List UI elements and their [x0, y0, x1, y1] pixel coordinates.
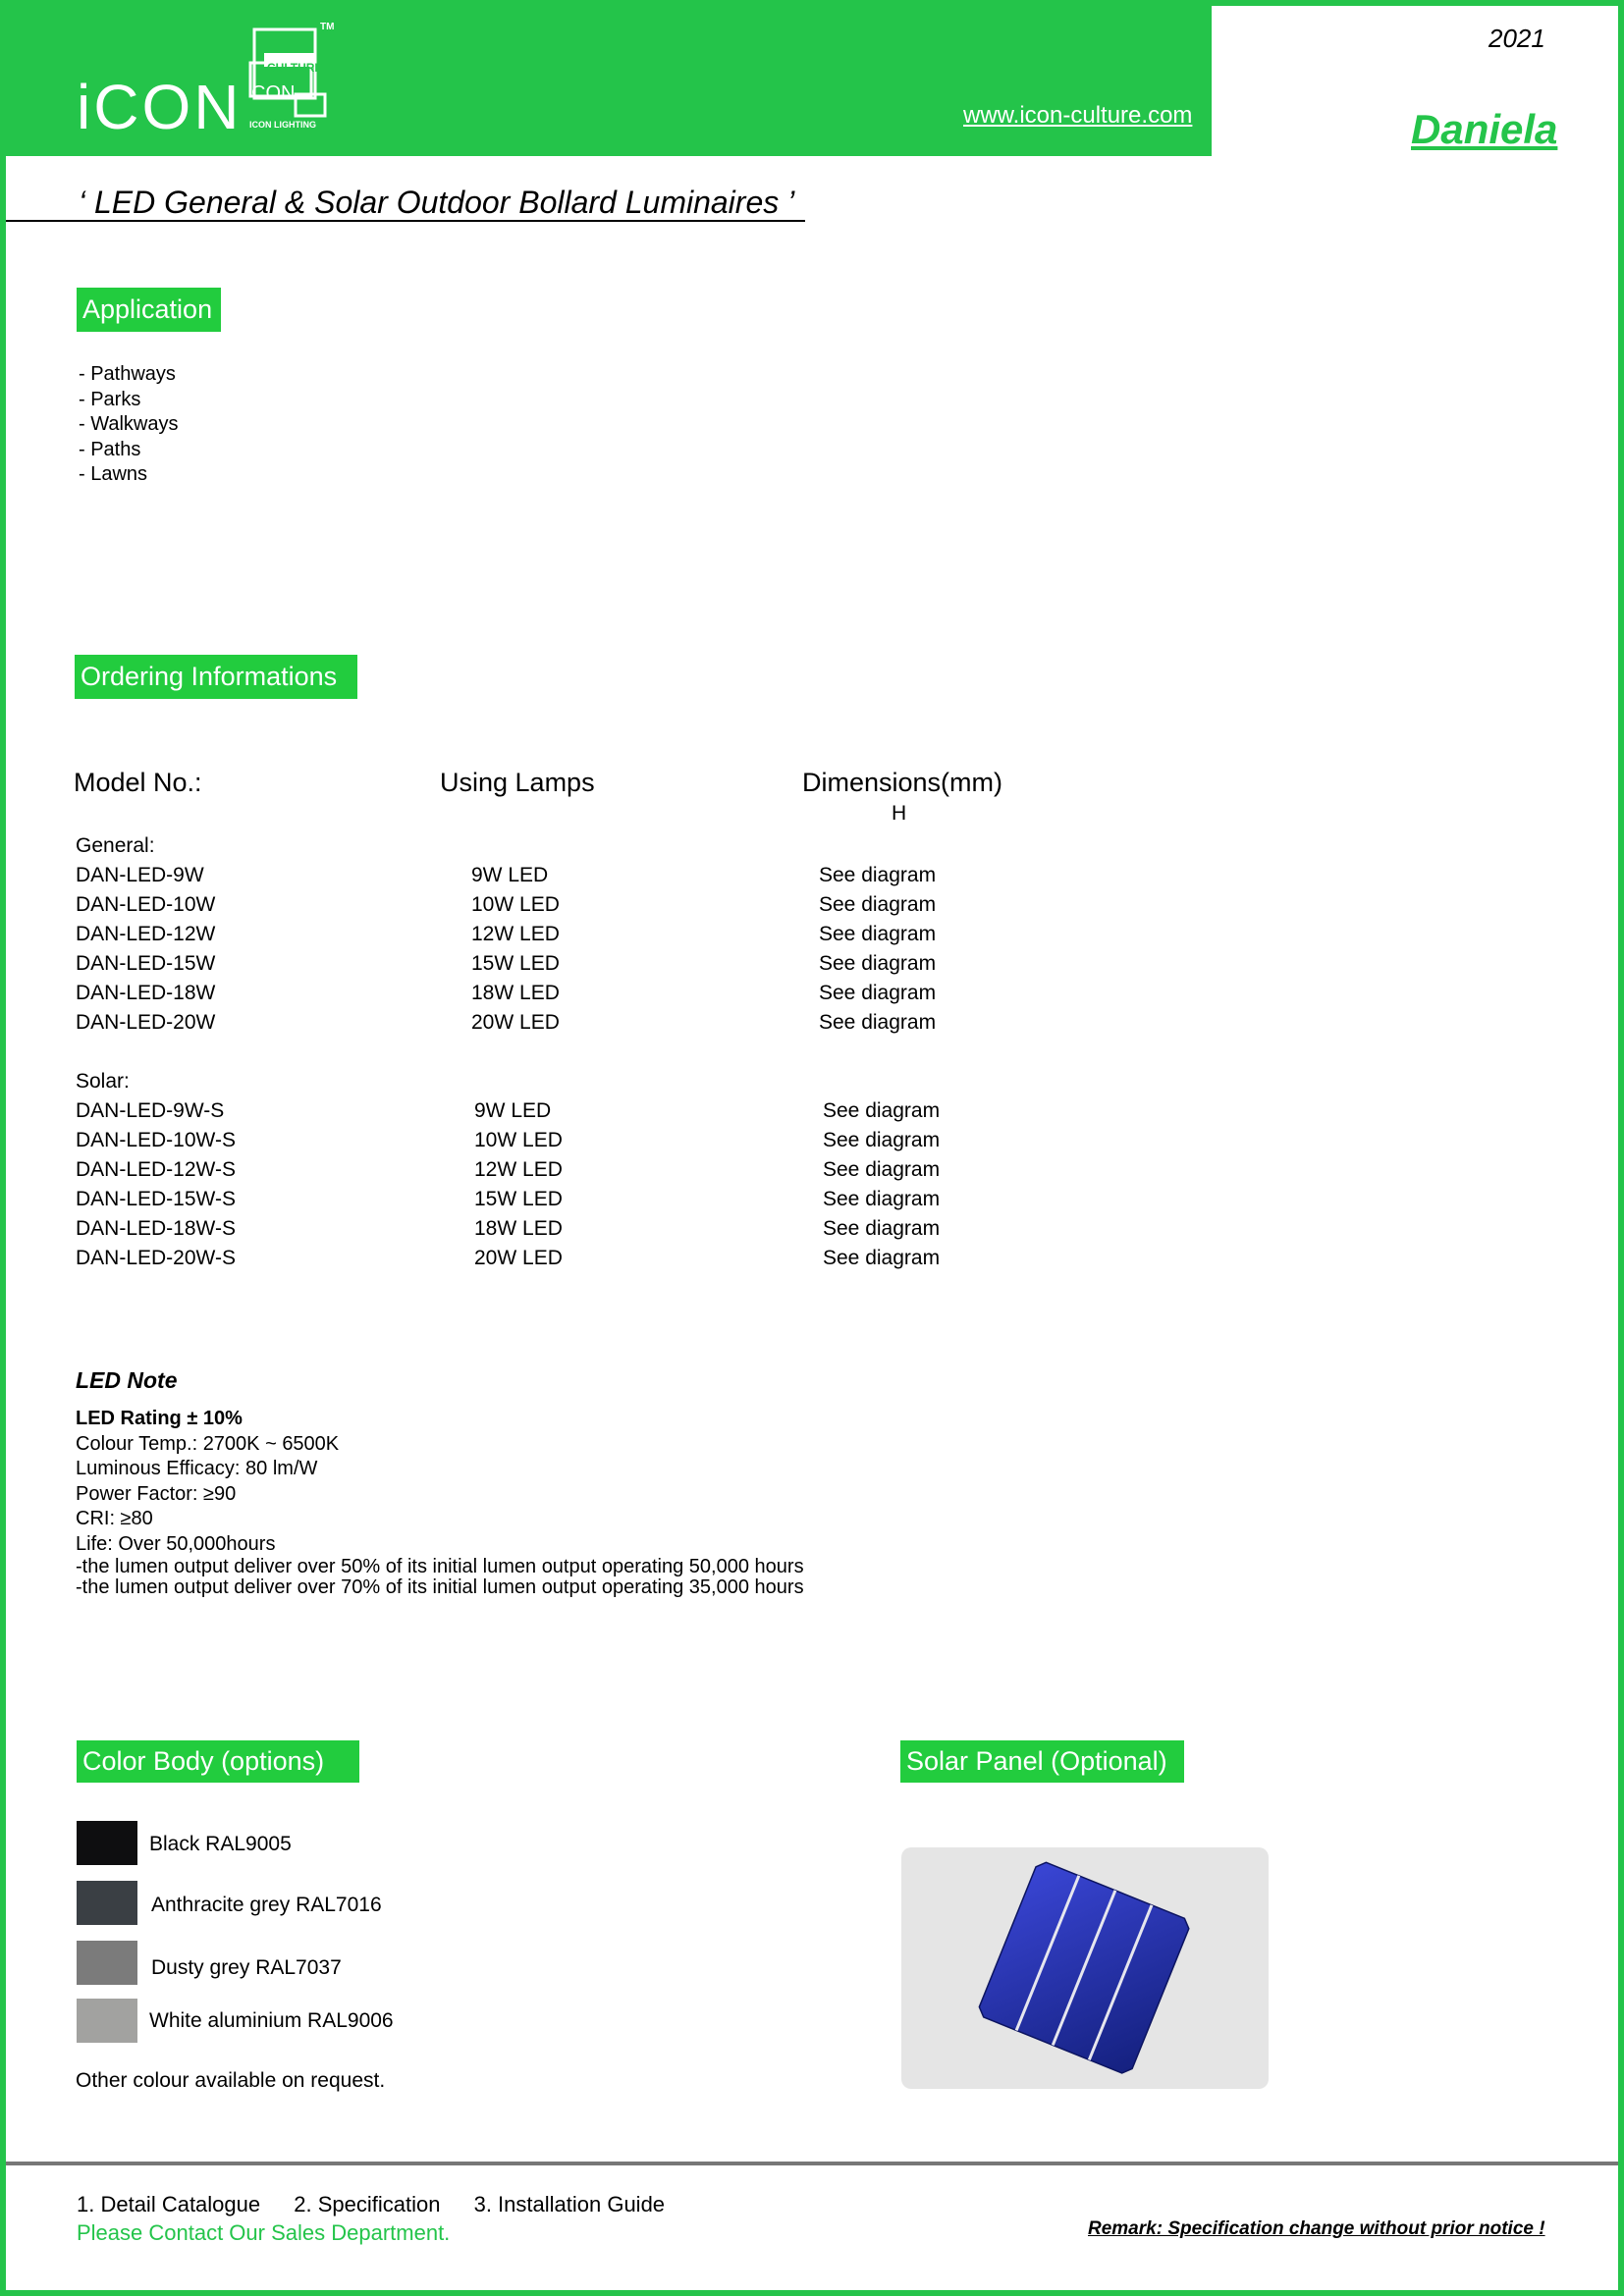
column-header-lamps: Using Lamps: [440, 768, 595, 797]
logo-tag-mid: CON: [251, 82, 296, 104]
table-cell-lamp: 12W LED: [471, 923, 560, 945]
table-cell-dimensions: See diagram: [819, 923, 937, 945]
led-lifetime-notes: [76, 1557, 804, 1598]
led-note-title: LED Note: [76, 1367, 178, 1393]
table-cell-lamp: 20W LED: [471, 1011, 560, 1034]
list-item: - Walkways: [79, 413, 179, 435]
spec-line: Luminous Efficacy: 80 lm/W: [76, 1458, 318, 1479]
table-cell-model: DAN-LED-18W: [76, 982, 216, 1004]
logo-trademark: TM: [320, 22, 335, 32]
table-cell-lamp: 18W LED: [471, 982, 560, 1004]
list-item: - Pathways: [79, 363, 176, 385]
footer-item-detail-catalogue: 1. Detail Catalogue: [77, 2192, 261, 2216]
footer-item-specification: 2. Specification: [294, 2192, 441, 2216]
table-cell-model: DAN-LED-15W: [76, 952, 216, 975]
application-heading: Application: [77, 288, 221, 332]
solar-group-label: Solar:: [76, 1070, 130, 1093]
table-cell-model: DAN-LED-20W-S: [76, 1247, 236, 1269]
table-cell-dimensions: See diagram: [823, 1099, 941, 1122]
table-cell-dimensions: See diagram: [823, 1188, 941, 1210]
table-cell-model: DAN-LED-18W-S: [76, 1217, 236, 1240]
color-swatch-black: [77, 1821, 137, 1865]
spec-line: -the lumen output deliver over 70% of its initial lumen output operating 35,000 hours: [76, 1576, 804, 1598]
solar-panel-image: [901, 1847, 1269, 2089]
spec-line: Power Factor: ≥90: [76, 1482, 237, 1505]
brand-wordmark: iCON: [77, 72, 243, 142]
spec-line: Life: Over 50,000hours: [76, 1532, 276, 1555]
list-item: - Parks: [79, 388, 141, 410]
logo-tag-top: CULTURE: [267, 61, 323, 75]
table-cell-lamp: 20W LED: [474, 1247, 563, 1269]
table-cell-model: DAN-LED-9W: [76, 864, 204, 886]
general-group-label: General:: [76, 834, 155, 857]
table-cell-lamp: 15W LED: [474, 1188, 563, 1210]
table-cell-dimensions: See diagram: [823, 1129, 941, 1151]
document-title: ‘ LED General & Solar Outdoor Bollard Luminaires ’: [79, 185, 795, 220]
contact-sales-note: Please Contact Our Sales Department.: [77, 2220, 451, 2245]
brand-logo-icon: [246, 24, 335, 132]
product-name: Daniela: [1411, 106, 1558, 152]
table-cell-dimensions: See diagram: [819, 1011, 937, 1034]
list-item: - Lawns: [79, 463, 148, 485]
catalogue-year: 2021: [1489, 24, 1545, 53]
color-swatch-white-aluminium: [77, 1999, 137, 2043]
led-rating: LED Rating ± 10%: [76, 1408, 243, 1429]
footer-item-installation-guide: 3. Installation Guide: [473, 2192, 666, 2216]
table-cell-lamp: 18W LED: [474, 1217, 563, 1240]
table-cell-model: DAN-LED-10W-S: [76, 1129, 236, 1151]
column-header-model: Model No.:: [74, 768, 202, 797]
column-header-dimensions: Dimensions(mm): [802, 768, 1003, 797]
table-cell-model: DAN-LED-9W-S: [76, 1099, 225, 1122]
table-cell-dimensions: See diagram: [823, 1158, 941, 1181]
list-item: - Paths: [79, 438, 141, 460]
table-cell-model: DAN-LED-12W: [76, 923, 216, 945]
color-label: Anthracite grey RAL7016: [151, 1894, 382, 1916]
table-cell-lamp: 10W LED: [474, 1129, 563, 1151]
table-cell-lamp: 9W LED: [474, 1099, 552, 1122]
color-label: Dusty grey RAL7037: [151, 1956, 342, 1979]
specification-remark: Remark: Specification change without prior notice !: [1088, 2218, 1545, 2239]
logo-caption: ICON LIGHTING: [249, 120, 316, 130]
table-cell-model: DAN-LED-12W-S: [76, 1158, 236, 1181]
led-note-specs: [76, 1407, 339, 1557]
ordering-heading: Ordering Informations: [75, 655, 357, 699]
spec-line: Colour Temp.: 2700K ~ 6500K: [76, 1432, 340, 1455]
table-cell-lamp: 12W LED: [474, 1158, 563, 1181]
table-cell-lamp: 10W LED: [471, 893, 560, 916]
table-cell-dimensions: See diagram: [823, 1247, 941, 1269]
color-label: Black RAL9005: [149, 1833, 292, 1855]
table-cell-model: DAN-LED-15W-S: [76, 1188, 236, 1210]
application-list: [79, 362, 178, 488]
color-swatch-anthracite: [77, 1881, 137, 1925]
table-cell-lamp: 15W LED: [471, 952, 560, 975]
spec-line: CRI: ≥80: [76, 1508, 153, 1529]
solar-panel-heading: Solar Panel (Optional): [900, 1740, 1184, 1783]
table-cell-dimensions: See diagram: [819, 982, 937, 1004]
table-cell-dimensions: See diagram: [819, 952, 937, 975]
table-cell-dimensions: See diagram: [819, 893, 937, 916]
table-cell-dimensions: See diagram: [819, 864, 937, 886]
footer-document-list: [77, 2192, 692, 2217]
title-underline: [6, 220, 805, 222]
table-cell-lamp: 9W LED: [471, 864, 549, 886]
spec-line: -the lumen output deliver over 50% of its initial lumen output operating 50,000 hours: [76, 1556, 804, 1577]
solar-cell-icon: [901, 1847, 1269, 2089]
website-link[interactable]: www.icon-culture.com: [963, 102, 1193, 129]
color-body-heading: Color Body (options): [77, 1740, 359, 1783]
color-availability-note: Other colour available on request.: [76, 2069, 386, 2092]
column-subheader-height: H: [892, 802, 907, 825]
color-label: White aluminium RAL9006: [149, 2009, 394, 2032]
table-cell-model: DAN-LED-20W: [76, 1011, 216, 1034]
table-cell-dimensions: See diagram: [823, 1217, 941, 1240]
table-cell-model: DAN-LED-10W: [76, 893, 216, 916]
color-swatch-dusty-grey: [77, 1941, 137, 1985]
footer-divider: [6, 2162, 1618, 2165]
